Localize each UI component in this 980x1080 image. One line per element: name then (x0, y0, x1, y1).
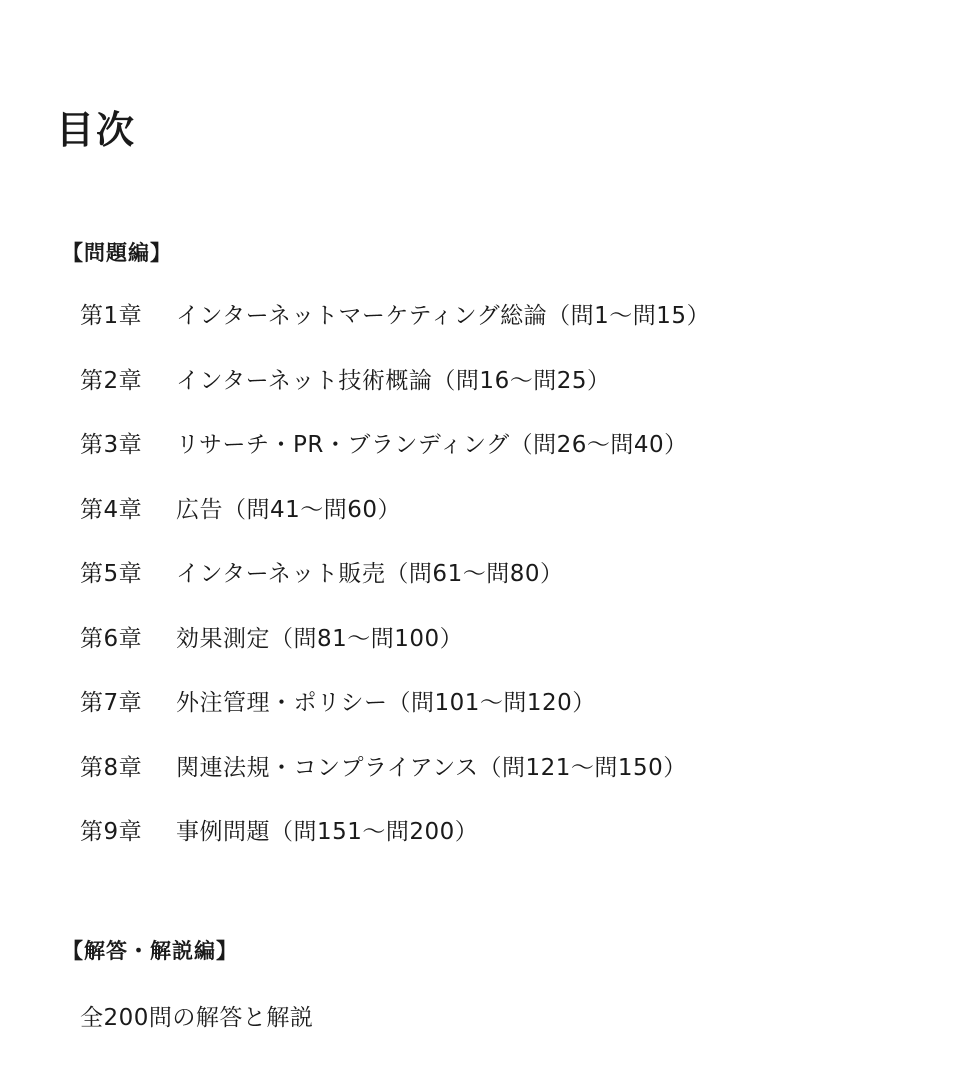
chapter-number: 第7章 (80, 690, 143, 716)
chapter-title: リサーチ・PR・ブランディング（問26〜問40） (176, 432, 688, 458)
chapter-title: インターネットマーケティング総論（問1〜問15） (176, 303, 711, 329)
chapter-number: 第1章 (80, 303, 143, 329)
chapter-title: 事例問題（問151〜問200） (176, 819, 479, 845)
chapter-title: 外注管理・ポリシー（問101〜問120） (176, 690, 596, 716)
toc-item-chapter-8 (80, 748, 710, 813)
chapter-title: 広告（問41〜問60） (176, 496, 402, 523)
toc-item-chapter-3 (80, 425, 710, 490)
chapter-number: 第4章 (80, 496, 143, 523)
chapter-title: インターネット販売（問61〜問80） (176, 561, 564, 587)
answers-description: 全200問の解答と解説 (80, 1005, 314, 1031)
toc-item-chapter-5 (80, 554, 710, 619)
chapter-title: 効果測定（問81〜問100） (176, 625, 464, 652)
chapter-list (80, 296, 710, 877)
chapter-number: 第8章 (80, 754, 143, 781)
problems-section-heading: 【問題編】 (62, 241, 172, 265)
answers-section-heading: 【解答・解説編】 (62, 939, 238, 963)
chapter-title: 関連法規・コンプライアンス（問121〜問150） (176, 754, 687, 781)
toc-item-chapter-6 (80, 619, 710, 684)
chapter-number: 第9章 (80, 819, 143, 845)
toc-item-chapter-2 (80, 361, 710, 426)
toc-item-chapter-9 (80, 812, 710, 877)
toc-item-chapter-4 (80, 490, 710, 555)
chapter-number: 第5章 (80, 561, 143, 587)
chapter-number: 第2章 (80, 367, 143, 394)
chapter-number: 第6章 (80, 625, 143, 652)
chapter-number: 第3章 (80, 432, 143, 458)
page-title: 目次 (56, 108, 137, 152)
toc-item-chapter-7 (80, 683, 710, 748)
toc-item-chapter-1 (80, 296, 710, 361)
chapter-title: インターネット技術概論（問16〜問25） (176, 367, 611, 394)
